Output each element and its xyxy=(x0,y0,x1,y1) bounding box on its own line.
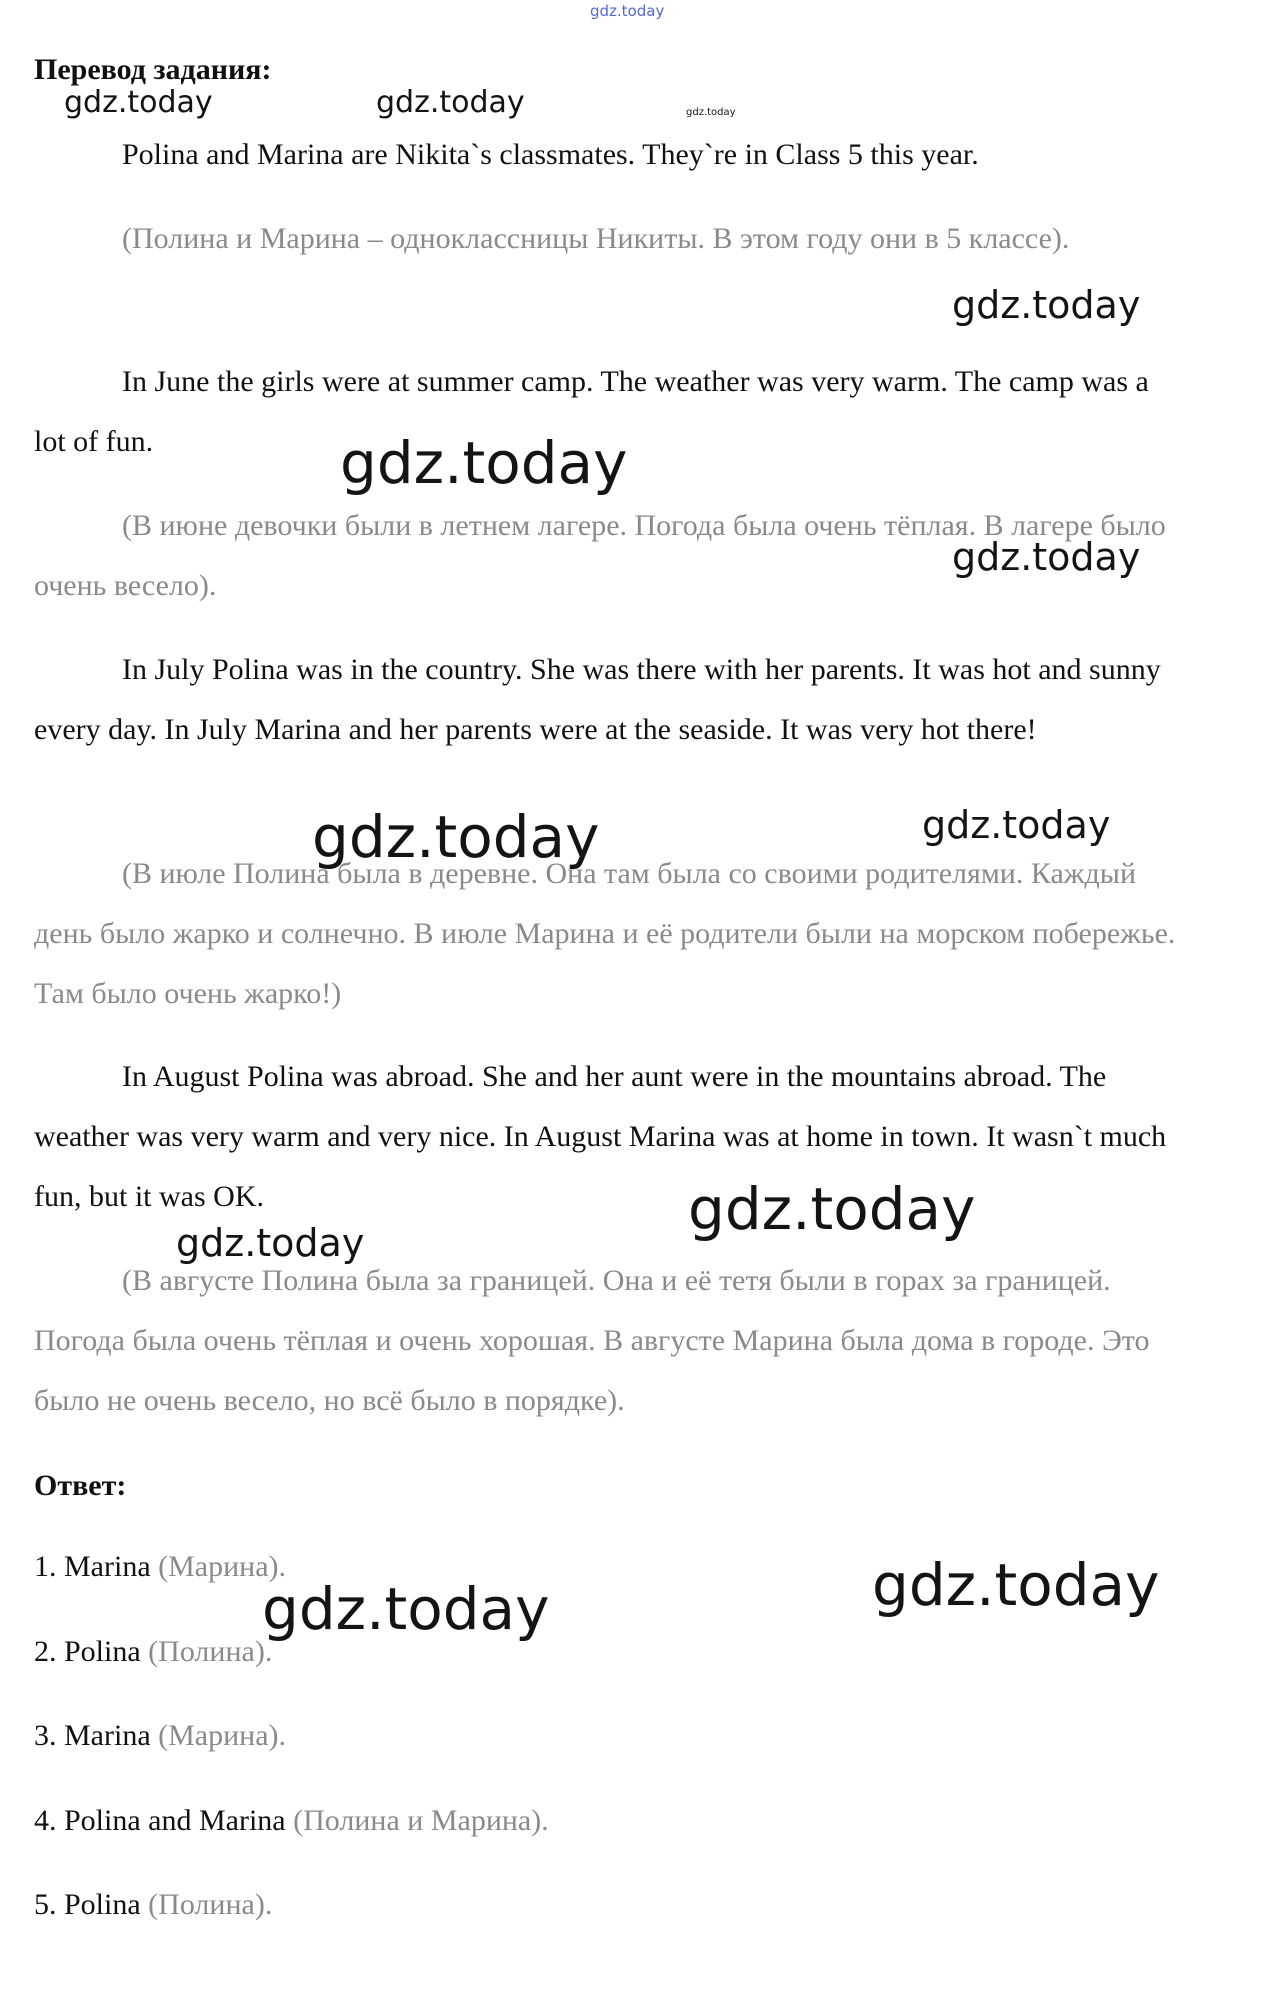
paragraph-english: In August Polina was abroad. She and her aunt were in the mountains abroad. The weather was very warm and very nice. In August Marina was at home in town. It wasn`t much fun, but it was OK. xyxy=(34,1060,1167,1213)
answer-item xyxy=(34,1718,286,1754)
watermark: gdz.today xyxy=(312,803,600,871)
watermark: gdz.today xyxy=(376,85,525,120)
paragraph-translation: (В июле Полина была в деревне. Она там была со своими родителями. Каждый день было жарко и солнечно. В июле Марина и её родители были на морском побережье. Там было очень жарко!) xyxy=(34,857,1176,1010)
answer-english: 5. Polina xyxy=(34,1888,141,1921)
watermark: gdz.today xyxy=(340,429,628,497)
watermark: gdz.today xyxy=(922,803,1111,847)
answer-translation: (Полина). xyxy=(148,1888,273,1921)
watermark: gdz.today xyxy=(688,1175,976,1243)
watermark: gdz.today xyxy=(872,1551,1160,1619)
paragraph-translation: (Полина и Марина – одноклассницы Никиты. В этом году они в 5 классе). xyxy=(122,222,1070,255)
paragraph-english: Polina and Marina are Nikita`s classmates. They`re in Class 5 this year. xyxy=(122,138,979,171)
answer-english: 3. Marina xyxy=(34,1719,151,1752)
answer-translation: (Марина). xyxy=(158,1550,287,1583)
answer-english: 4. Polina and Marina xyxy=(34,1804,286,1837)
answer-heading: Ответ: xyxy=(34,1469,127,1502)
answer-item xyxy=(34,1887,272,1923)
watermark: gdz.today xyxy=(262,1575,550,1643)
answer-translation: (Полина и Марина). xyxy=(293,1804,549,1837)
watermark: gdz.today xyxy=(176,1221,365,1265)
paragraph-translation: (В августе Полина была за границей. Она и её тетя были в горах за границей. Погода была очень тёплая и очень хорошая. В августе Марина была дома в городе. Это было не очень весело, но всё было в порядке). xyxy=(34,1264,1150,1417)
paragraph-english: In July Polina was in the country. She was there with her parents. It was hot and sunny every day. In July Marina and her parents were at the seaside. It was very hot there! xyxy=(34,653,1161,746)
watermark: gdz.today xyxy=(952,535,1141,579)
paragraph-translation: (В июне девочки были в летнем лагере. Погода была очень тёплая. В лагере было очень весело). xyxy=(34,509,1166,602)
watermark: gdz.today xyxy=(590,2,665,20)
answer-english: 1. Marina xyxy=(34,1550,151,1583)
answer-translation: (Полина). xyxy=(148,1635,273,1668)
page-title: Перевод задания: xyxy=(34,53,272,86)
answer-english: 2. Polina xyxy=(34,1635,141,1668)
answer-item xyxy=(34,1634,272,1670)
paragraph-english: In June the girls were at summer camp. The weather was very warm. The camp was a lot of fun. xyxy=(34,365,1149,458)
watermark: gdz.today xyxy=(952,283,1141,327)
watermark: gdz.today xyxy=(64,85,213,120)
watermark: gdz.today xyxy=(686,107,736,118)
answer-item xyxy=(34,1549,286,1585)
answer-item xyxy=(34,1803,549,1839)
answer-translation: (Марина). xyxy=(158,1719,287,1752)
